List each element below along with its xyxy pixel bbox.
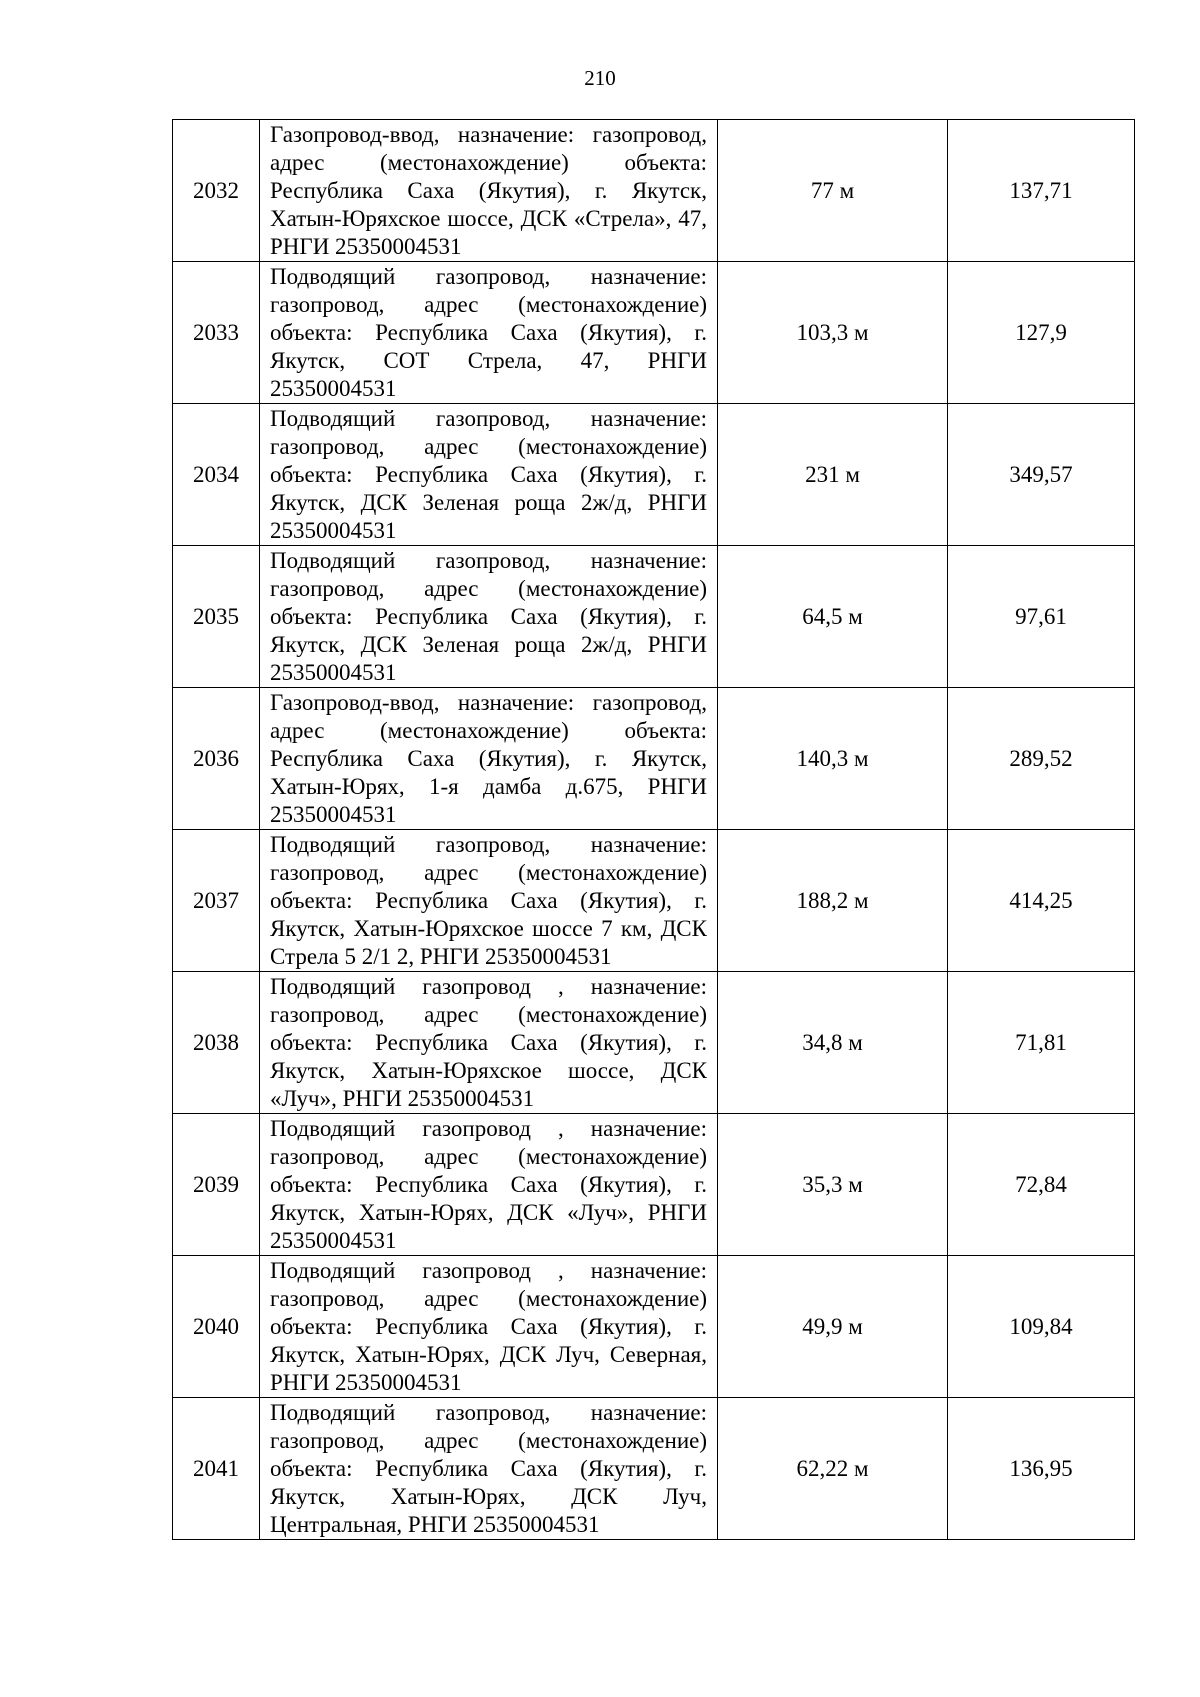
row-description-text: Подводящий газопровод, назначение: газопровод, адрес (местонахождение) объекта: Республика Саха (Якутия), г. Якутск, СОТ Стрела, 47, РНГИ 25350004531 [270, 264, 707, 401]
row-number: 2038 [173, 972, 260, 1114]
row-description-text: Подводящий газопровод , назначение: газопровод, адрес (местонахождение) объекта: Республика Саха (Якутия), г. Якутск, Хатын-Юрях, ДСК «Луч», РНГИ 25350004531 [270, 1116, 707, 1253]
row-description [260, 546, 718, 688]
table-row [173, 262, 1135, 404]
row-length: 231 м [718, 404, 948, 546]
table-row [173, 404, 1135, 546]
row-length: 34,8 м [718, 972, 948, 1114]
table-row [173, 1398, 1135, 1540]
row-value: 289,52 [948, 688, 1135, 830]
table-row [173, 120, 1135, 262]
page-number: 210 [584, 66, 616, 90]
row-value: 349,57 [948, 404, 1135, 546]
row-description [260, 830, 718, 972]
row-length: 49,9 м [718, 1256, 948, 1398]
row-number: 2035 [173, 546, 260, 688]
row-length: 62,22 м [718, 1398, 948, 1540]
row-description-text: Подводящий газопровод, назначение: газопровод, адрес (местонахождение) объекта: Республика Саха (Якутия), г. Якутск, Хатын-Юряхское шоссе 7 км, ДСК Стрела 5 2/1 2, РНГИ 25350004531 [270, 832, 707, 969]
row-number: 2041 [173, 1398, 260, 1540]
row-value: 136,95 [948, 1398, 1135, 1540]
table-row [173, 546, 1135, 688]
row-number: 2040 [173, 1256, 260, 1398]
row-number: 2037 [173, 830, 260, 972]
row-description-text: Подводящий газопровод, назначение: газопровод, адрес (местонахождение) объекта: Республика Саха (Якутия), г. Якутск, Хатын-Юрях, ДСК Луч, Центральная, РНГИ 25350004531 [270, 1400, 707, 1537]
row-value: 97,61 [948, 546, 1135, 688]
row-length: 35,3 м [718, 1114, 948, 1256]
row-length: 77 м [718, 120, 948, 262]
row-description-text: Подводящий газопровод , назначение: газопровод, адрес (местонахождение) объекта: Республика Саха (Якутия), г. Якутск, Хатын-Юряхское шоссе, ДСК «Луч», РНГИ 25350004531 [270, 974, 707, 1111]
row-length: 140,3 м [718, 688, 948, 830]
table-row [173, 830, 1135, 972]
table-row [173, 972, 1135, 1114]
row-description-text: Газопровод-ввод, назначение: газопровод, адрес (местонахождение) объекта: Республика Саха (Якутия), г. Якутск, Хатын-Юрях, 1-я дамба д.675, РНГИ 25350004531 [270, 690, 707, 827]
row-length: 64,5 м [718, 546, 948, 688]
row-description [260, 1256, 718, 1398]
row-description [260, 972, 718, 1114]
property-registry-table [172, 119, 1135, 1540]
row-description [260, 262, 718, 404]
row-description [260, 688, 718, 830]
row-number: 2034 [173, 404, 260, 546]
row-number: 2036 [173, 688, 260, 830]
row-description [260, 120, 718, 262]
row-description-text: Газопровод-ввод, назначение: газопровод, адрес (местонахождение) объекта: Республика Саха (Якутия), г. Якутск, Хатын-Юряхское шоссе, ДСК «Стрела», 47, РНГИ 25350004531 [270, 122, 707, 259]
row-description [260, 404, 718, 546]
row-description [260, 1398, 718, 1540]
table-row [173, 1256, 1135, 1398]
row-length: 188,2 м [718, 830, 948, 972]
row-length: 103,3 м [718, 262, 948, 404]
row-value: 414,25 [948, 830, 1135, 972]
row-value: 109,84 [948, 1256, 1135, 1398]
row-number: 2039 [173, 1114, 260, 1256]
row-value: 137,71 [948, 120, 1135, 262]
row-number: 2032 [173, 120, 260, 262]
table-row [173, 688, 1135, 830]
row-value: 127,9 [948, 262, 1135, 404]
row-description-text: Подводящий газопровод , назначение: газопровод, адрес (местонахождение) объекта: Республика Саха (Якутия), г. Якутск, Хатын-Юрях, ДСК Луч, Северная, РНГИ 25350004531 [270, 1258, 707, 1395]
row-value: 72,84 [948, 1114, 1135, 1256]
table-row [173, 1114, 1135, 1256]
row-description [260, 1114, 718, 1256]
row-description-text: Подводящий газопровод, назначение: газопровод, адрес (местонахождение) объекта: Республика Саха (Якутия), г. Якутск, ДСК Зеленая роща 2ж/д, РНГИ 25350004531 [270, 548, 707, 685]
row-number: 2033 [173, 262, 260, 404]
row-value: 71,81 [948, 972, 1135, 1114]
row-description-text: Подводящий газопровод, назначение: газопровод, адрес (местонахождение) объекта: Республика Саха (Якутия), г. Якутск, ДСК Зеленая роща 2ж/д, РНГИ 25350004531 [270, 406, 707, 543]
